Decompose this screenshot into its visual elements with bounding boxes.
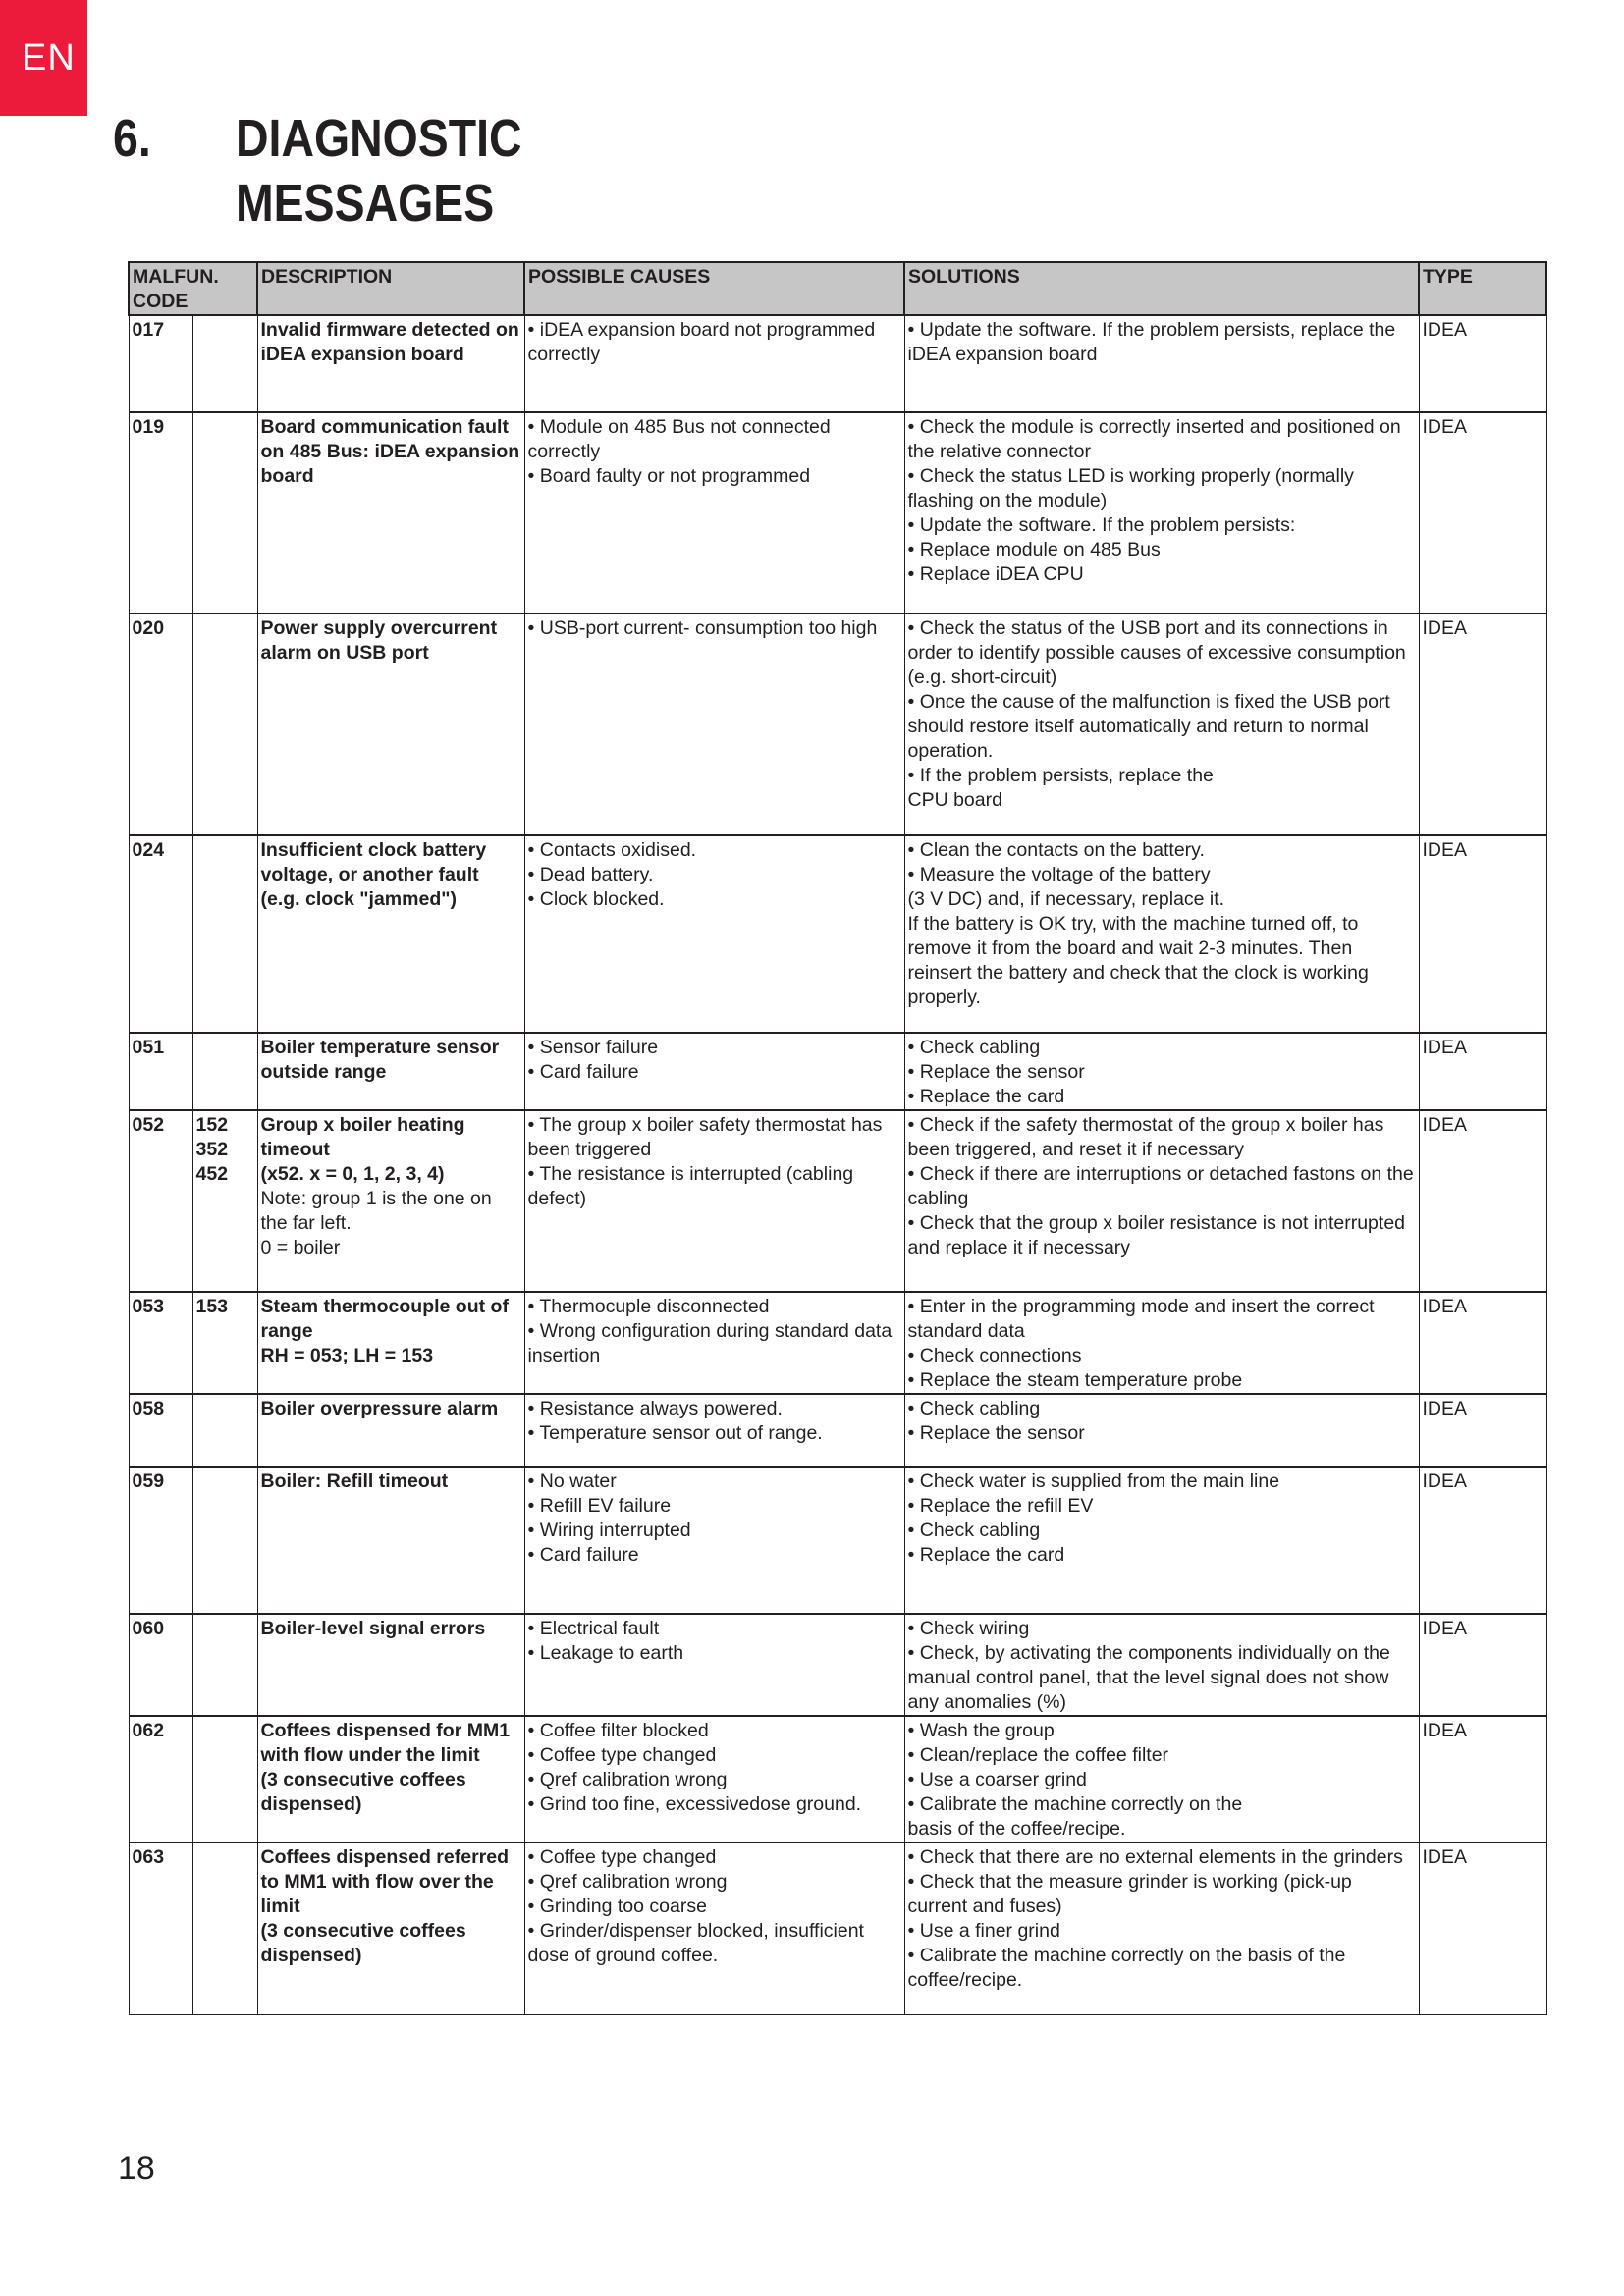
solution-item: • Update the software. If the problem persists, replace the iDEA expansion board xyxy=(907,319,1396,365)
cause-item: • Card failure xyxy=(527,1544,639,1566)
causes-cell xyxy=(524,1292,904,1394)
cause-item: • Grinding too coarse xyxy=(527,1896,707,1917)
cause-item: • No water xyxy=(527,1470,617,1492)
solutions-cell xyxy=(904,315,1419,412)
description-cell xyxy=(257,1110,524,1292)
solution-item: • Replace module on 485 Bus xyxy=(907,539,1161,561)
solution-item: • Replace the card xyxy=(907,1544,1065,1566)
section-title xyxy=(236,106,522,236)
solution-item: • Check cabling xyxy=(907,1398,1041,1419)
solution-item: • Replace iDEA CPU xyxy=(907,563,1084,585)
description-line: Board communication fault on 485 Bus: iDEA expansion board xyxy=(260,416,520,487)
description-line: Coffees dispensed referred to MM1 with flow over the limit xyxy=(260,1846,510,1917)
causes-cell xyxy=(524,1716,904,1842)
page-number: 18 xyxy=(118,2150,155,2187)
description-line: Boiler overpressure alarm xyxy=(260,1398,499,1419)
header-type: TYPE xyxy=(1419,262,1546,315)
alt-codes-cell xyxy=(192,1614,257,1716)
solutions-cell xyxy=(904,1394,1419,1467)
malfunction-code: 058 xyxy=(129,1394,192,1467)
solutions-cell xyxy=(904,1110,1419,1292)
description-line: Coffees dispensed for MM1 with flow under the limit xyxy=(260,1720,511,1766)
causes-cell xyxy=(524,614,904,835)
cause-item: • Grinder/dispenser blocked, insufficient dose of ground coffee. xyxy=(527,1920,864,1966)
alt-code: 153 xyxy=(195,1296,229,1317)
description-cell xyxy=(257,315,524,412)
solution-item: • Calibrate the machine correctly on the xyxy=(907,1793,1243,1815)
description-cell xyxy=(257,1842,524,2014)
causes-cell xyxy=(524,1033,904,1110)
malfunction-code: 053 xyxy=(129,1292,192,1394)
type-cell: IDEA xyxy=(1419,1716,1546,1842)
solution-item: • Check the status LED is working properly (normally flashing on the module) xyxy=(907,465,1354,511)
malfunction-code: 059 xyxy=(129,1467,192,1614)
cause-item: • Refill EV failure xyxy=(527,1495,672,1517)
table-row xyxy=(129,412,1546,614)
cause-item: • Sensor failure xyxy=(527,1037,659,1058)
alt-code: 152 xyxy=(195,1114,229,1136)
type-cell: IDEA xyxy=(1419,1033,1546,1110)
solutions-cell xyxy=(904,1033,1419,1110)
solution-item: • Check the status of the USB port and its connections in order to identify possible causes of excessive consumption (e.g. short-circuit) xyxy=(907,617,1406,688)
alt-codes-cell xyxy=(192,412,257,614)
type-cell: IDEA xyxy=(1419,1467,1546,1614)
malfunction-code: 062 xyxy=(129,1716,192,1842)
type-cell: IDEA xyxy=(1419,315,1546,412)
solution-item: • Replace the sensor xyxy=(907,1422,1085,1444)
type-cell: IDEA xyxy=(1419,614,1546,835)
section-number: 6. xyxy=(113,109,151,168)
description-line: (x52. x = 0, 1, 2, 3, 4) xyxy=(260,1163,445,1185)
description-line: Boiler: Refill timeout xyxy=(260,1470,449,1492)
solution-item: • Check cabling xyxy=(907,1037,1041,1058)
table-row xyxy=(129,1292,1546,1394)
solution-item: • Check connections xyxy=(907,1345,1082,1366)
solution-item: • Use a finer grind xyxy=(907,1920,1060,1942)
description-cell xyxy=(257,1716,524,1842)
malfunction-code: 063 xyxy=(129,1842,192,2014)
table-row xyxy=(129,1110,1546,1292)
solutions-cell xyxy=(904,1292,1419,1394)
description-line: Invalid firmware detected on iDEA expansion board xyxy=(260,319,519,365)
table-row xyxy=(129,1033,1546,1110)
cause-item: • Resistance always powered. xyxy=(527,1398,783,1419)
solution-item: • If the problem persists, replace the xyxy=(907,765,1214,786)
table-row xyxy=(129,1394,1546,1467)
solutions-cell xyxy=(904,1842,1419,2014)
cause-item: • Module on 485 Bus not connected correctly xyxy=(527,416,831,462)
description-cell xyxy=(257,835,524,1033)
alt-codes-cell xyxy=(192,1394,257,1467)
solution-item: • Enter in the programming mode and insert the correct standard data xyxy=(907,1296,1375,1342)
solution-item: • Check wiring xyxy=(907,1618,1030,1639)
description-cell xyxy=(257,1614,524,1716)
cause-item: • Coffee filter blocked xyxy=(527,1720,709,1741)
solution-item: If the battery is OK try, with the machine turned off, to remove it from the board and wait 2-3 minutes. Then reinsert the battery and check that the clock is working properly. xyxy=(907,913,1369,1008)
table-row xyxy=(129,315,1546,412)
solutions-cell xyxy=(904,1614,1419,1716)
solution-item: • Clean/replace the coffee filter xyxy=(907,1744,1169,1766)
solution-item: • Measure the voltage of the battery xyxy=(907,864,1211,885)
header-code: MALFUN. CODE xyxy=(129,262,257,315)
type-cell: IDEA xyxy=(1419,412,1546,614)
cause-item: • Card failure xyxy=(527,1061,639,1083)
description-cell xyxy=(257,1467,524,1614)
table-row xyxy=(129,1467,1546,1614)
header-description: DESCRIPTION xyxy=(257,262,524,315)
alt-codes-cell xyxy=(192,614,257,835)
solutions-cell xyxy=(904,614,1419,835)
solutions-cell xyxy=(904,835,1419,1033)
description-cell xyxy=(257,1394,524,1467)
cause-item: • Qref calibration wrong xyxy=(527,1871,728,1893)
alt-codes-cell xyxy=(192,1842,257,2014)
type-cell: IDEA xyxy=(1419,1110,1546,1292)
description-line: (3 consecutive coffees dispensed) xyxy=(260,1769,466,1815)
causes-cell xyxy=(524,835,904,1033)
cause-item: • Temperature sensor out of range. xyxy=(527,1422,823,1444)
description-line: Boiler-level signal errors xyxy=(260,1618,486,1639)
malfunction-code: 019 xyxy=(129,412,192,614)
solution-item: • Check water is supplied from the main line xyxy=(907,1470,1280,1492)
solution-item: • Check that the group x boiler resistance is not interrupted and replace it if necessary xyxy=(907,1212,1406,1258)
solution-item: • Check if the safety thermostat of the group x boiler has been triggered, and reset it if necessary xyxy=(907,1114,1384,1160)
cause-item: • Grind too fine, excessivedose ground. xyxy=(527,1793,862,1815)
solution-item: • Replace the refill EV xyxy=(907,1495,1094,1517)
alt-codes-cell xyxy=(192,1467,257,1614)
malfunction-code: 017 xyxy=(129,315,192,412)
language-tab xyxy=(0,0,87,116)
solution-item: • Check that there are no external elements in the grinders xyxy=(907,1846,1403,1868)
causes-cell xyxy=(524,1614,904,1716)
solution-item: basis of the coffee/recipe. xyxy=(907,1818,1126,1840)
cause-item: • Wiring interrupted xyxy=(527,1520,691,1541)
cause-item: • iDEA expansion board not programmed correctly xyxy=(527,319,876,365)
malfunction-code: 052 xyxy=(129,1110,192,1292)
cause-item: • Contacts oxidised. xyxy=(527,839,697,861)
solution-item: • Check, by activating the components individually on the manual control panel, that the level signal does not show any anomalies (%) xyxy=(907,1642,1390,1713)
header-causes: POSSIBLE CAUSES xyxy=(524,262,904,315)
type-cell: IDEA xyxy=(1419,1394,1546,1467)
description-note: 0 = boiler xyxy=(260,1237,341,1258)
description-note: Note: group 1 is the one on the far left. xyxy=(260,1188,492,1234)
cause-item: • Coffee type changed xyxy=(527,1846,717,1868)
solution-item: • Check if there are interruptions or detached fastons on the cabling xyxy=(907,1163,1414,1209)
type-cell: IDEA xyxy=(1419,1292,1546,1394)
alt-codes-cell xyxy=(192,1110,257,1292)
cause-item: • Electrical fault xyxy=(527,1618,660,1639)
type-cell: IDEA xyxy=(1419,1842,1546,2014)
table-body xyxy=(129,315,1546,2014)
table-row xyxy=(129,614,1546,835)
solutions-cell xyxy=(904,412,1419,614)
malfunction-code: 051 xyxy=(129,1033,192,1110)
solution-item: • Check that the measure grinder is working (pick-up current and fuses) xyxy=(907,1871,1352,1917)
alt-code: 352 xyxy=(195,1139,229,1160)
causes-cell xyxy=(524,1467,904,1614)
causes-cell xyxy=(524,315,904,412)
description-line: (3 consecutive coffees dispensed) xyxy=(260,1920,466,1966)
description-line: Group x boiler heating timeout xyxy=(260,1114,465,1160)
solution-item: • Wash the group xyxy=(907,1720,1055,1741)
solution-item: • Clean the contacts on the battery. xyxy=(907,839,1205,861)
table-row xyxy=(129,1614,1546,1716)
solution-item: CPU board xyxy=(907,789,1002,811)
cause-item: • The resistance is interrupted (cabling defect) xyxy=(527,1163,854,1209)
causes-cell xyxy=(524,1110,904,1292)
table-header-row xyxy=(129,262,1546,315)
alt-code: 452 xyxy=(195,1163,229,1185)
type-cell: IDEA xyxy=(1419,835,1546,1033)
cause-item: • The group x boiler safety thermostat has been triggered xyxy=(527,1114,883,1160)
table-row xyxy=(129,1716,1546,1842)
section-title-line1: DIAGNOSTIC xyxy=(236,109,522,168)
solution-item: • Once the cause of the malfunction is fixed the USB port should restore itself automatically and return to normal operation. xyxy=(907,691,1390,762)
language-label: EN xyxy=(22,37,76,79)
malfunction-code: 020 xyxy=(129,614,192,835)
alt-codes-cell xyxy=(192,835,257,1033)
causes-cell xyxy=(524,1394,904,1467)
causes-cell xyxy=(524,1842,904,2014)
cause-item: • Dead battery. xyxy=(527,864,654,885)
cause-item: • USB-port current- consumption too high xyxy=(527,617,878,639)
solution-item: • Check cabling xyxy=(907,1520,1041,1541)
solution-item: • Calibrate the machine correctly on the basis of the coffee/recipe. xyxy=(907,1945,1346,1991)
cause-item: • Board faulty or not programmed xyxy=(527,465,811,487)
description-line: Power supply overcurrent alarm on USB port xyxy=(260,617,498,664)
solution-item: • Replace the steam temperature probe xyxy=(907,1369,1243,1391)
solutions-cell xyxy=(904,1716,1419,1842)
cause-item: • Qref calibration wrong xyxy=(527,1769,728,1790)
solution-item: • Use a coarser grind xyxy=(907,1769,1087,1790)
type-cell: IDEA xyxy=(1419,1614,1546,1716)
description-cell xyxy=(257,614,524,835)
cause-item: • Coffee type changed xyxy=(527,1744,717,1766)
malfunction-code: 060 xyxy=(129,1614,192,1716)
cause-item: • Leakage to earth xyxy=(527,1642,684,1664)
solution-item: (3 V DC) and, if necessary, replace it. xyxy=(907,888,1225,910)
table-row xyxy=(129,1842,1546,2014)
section-title-line2: MESSAGES xyxy=(236,174,495,233)
cause-item: • Thermocuple disconnected xyxy=(527,1296,770,1317)
description-line: Insufficient clock battery voltage, or another fault (e.g. clock "jammed") xyxy=(260,839,487,910)
alt-codes-cell xyxy=(192,1033,257,1110)
description-line: Boiler temperature sensor outside range xyxy=(260,1037,500,1083)
solution-item: • Replace the sensor xyxy=(907,1061,1085,1083)
cause-item: • Clock blocked. xyxy=(527,888,665,910)
solution-item: • Replace the card xyxy=(907,1086,1065,1107)
description-cell xyxy=(257,1033,524,1110)
description-line: RH = 053; LH = 153 xyxy=(260,1345,434,1366)
description-cell xyxy=(257,412,524,614)
solution-item: • Update the software. If the problem persists: xyxy=(907,514,1296,536)
malfunction-code: 024 xyxy=(129,835,192,1033)
description-line: Steam thermocouple out of range xyxy=(260,1296,509,1342)
description-cell xyxy=(257,1292,524,1394)
diagnostic-messages-table xyxy=(128,261,1547,2015)
cause-item: • Wrong configuration during standard data insertion xyxy=(527,1320,893,1366)
solution-item: • Check the module is correctly inserted and positioned on the relative connector xyxy=(907,416,1401,462)
causes-cell xyxy=(524,412,904,614)
header-solutions: SOLUTIONS xyxy=(904,262,1419,315)
alt-codes-cell xyxy=(192,315,257,412)
table-row xyxy=(129,835,1546,1033)
alt-codes-cell xyxy=(192,1292,257,1394)
alt-codes-cell xyxy=(192,1716,257,1842)
solutions-cell xyxy=(904,1467,1419,1614)
